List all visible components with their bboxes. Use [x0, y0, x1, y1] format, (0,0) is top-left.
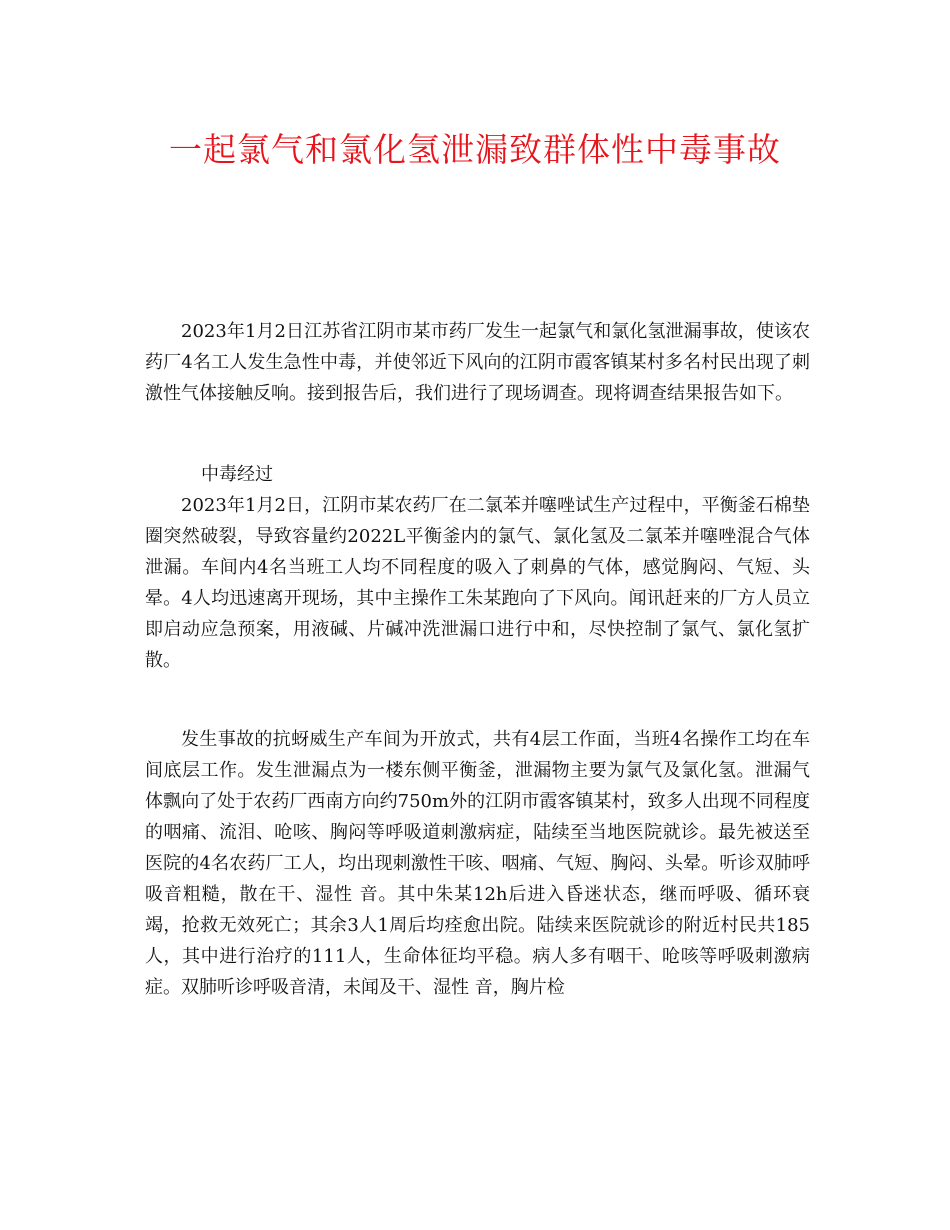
document-body [145, 316, 810, 1003]
spacer [145, 676, 810, 724]
section-heading: 中毒经过 [201, 464, 273, 485]
document-title: 一起氯气和氯化氢泄漏致群体性中毒事故 [169, 130, 781, 169]
intro-paragraph: 2023年1月2日江苏省江阴市某市药厂发生一起氯气和氯化氢泄漏事故，使该农药厂4名工人发生急性中毒，并使邻近下风向的江阴市霞客镇某村多名村民出现了刺激性气体接触反响。接到报告后，我们进行了现场调查。现将调查结果报告如下。 [145, 321, 810, 404]
poisoning-process-paragraph: 2023年1月2日，江阴市某农药厂在二氯苯并噻唑试生产过程中，平衡釜石棉垫圈突然破裂，导致容量约2022L平衡釜内的氯气、氯化氢及二氯苯并噻唑混合气体泄漏。车间内4名当班工人均不同程度的吸入了刺鼻的气体，感觉胸闷、气短、头晕。4人均迅速离开现场，其中主操作工朱某跑向了下风向。闻讯赶来的厂方人员立即启动应急预案，用液碱、片碱冲洗泄漏口进行中和，尽快控制了氯气、氯化氢扩散。 [145, 495, 810, 671]
accident-details-paragraph: 发生事故的抗蚜威生产车间为开放式，共有4层工作面，当班4名操作工均在车间底层工作。发生泄漏点为一楼东侧平衡釜，泄漏物主要为氯气及氯化氢。泄漏气体飘向了处于农药厂西南方向约750m外的江阴市霞客镇某村，致多人出现不同程度的咽痛、流泪、呛咳、胸闷等呼吸道刺激病症，陆续至当地医院就诊。最先被送至医院的4名农药厂工人，均出现刺激性干咳、咽痛、气短、胸闷、头晕。听诊双肺呼吸音粗糙，散在干、湿性 音。其中朱某12h后进入昏迷状态，继而呼吸、循环衰竭，抢救无效死亡；其余3人1周后均痊愈出院。陆续来医院就诊的附近村民共185人，其中进行治疗的111人，生命体征均平稳。病人多有咽干、呛咳等呼吸刺激病症。双肺听诊呼吸音清，未闻及干、湿性 音，胸片检 [145, 729, 810, 998]
spacer [145, 409, 810, 459]
